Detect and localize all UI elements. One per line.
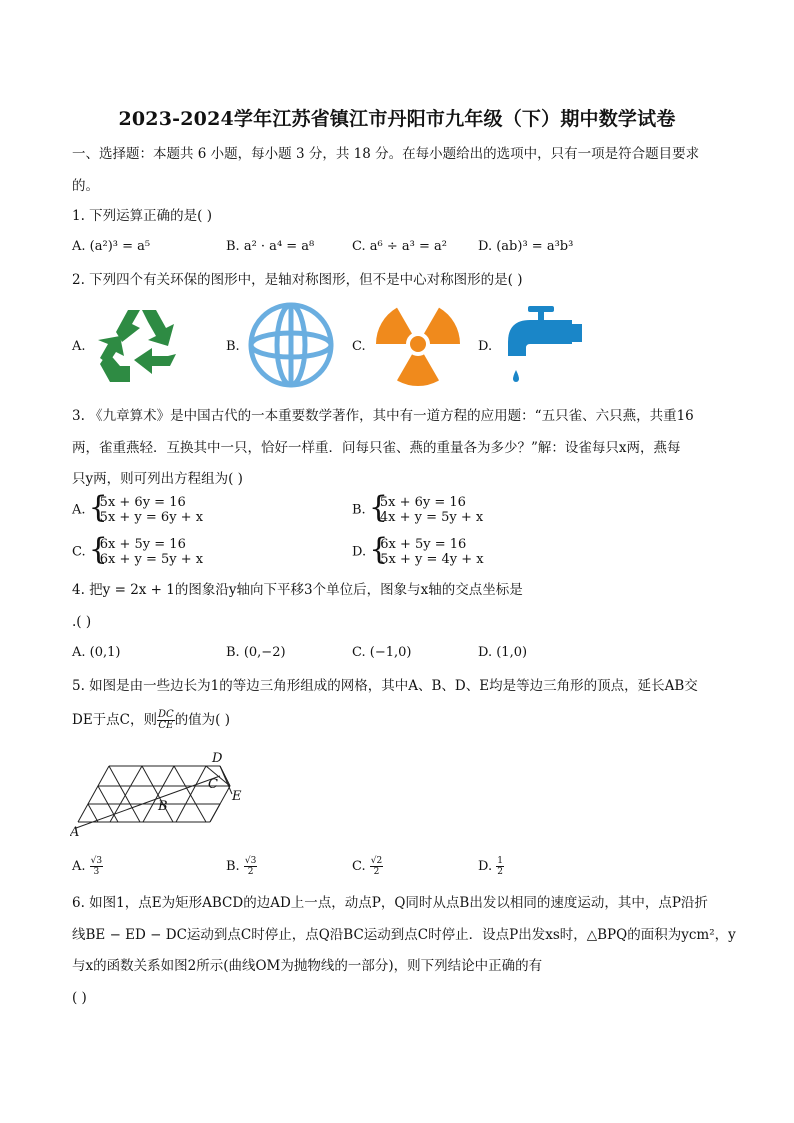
page-title: 2023-2024学年江苏省镇江市丹阳市九年级（下）期中数学试卷 xyxy=(118,108,676,130)
q4-option-d-label: D. xyxy=(478,645,493,660)
triangle-grid-figure xyxy=(70,748,270,838)
recycle-icon xyxy=(94,302,182,388)
globe-icon xyxy=(246,300,336,390)
q5-ratio-numerator: DC xyxy=(158,709,174,720)
q5-option-a-label: A. xyxy=(72,859,86,874)
q2-stem: 2. 下列四个有关环保的图形中，是轴对称图形，但不是中心对称图形的是( ) xyxy=(72,272,523,288)
q5-option-d-label: D. xyxy=(478,859,493,874)
radiation-icon xyxy=(372,302,464,388)
q5-option-c-den: 2 xyxy=(373,867,380,877)
q2-option-c-label[interactable]: C. xyxy=(352,339,366,354)
q3-option-b-system xyxy=(370,495,483,525)
q5-option-b-den: 2 xyxy=(247,867,254,877)
q1-option-c[interactable] xyxy=(352,238,447,256)
q4-option-a-expr: (0,1) xyxy=(89,645,121,660)
q4-option-d-expr: (1,0) xyxy=(496,645,528,660)
q3-option-c-system xyxy=(90,537,203,567)
q6-stem-line4: ( ) xyxy=(72,990,87,1006)
q4-stem-line1: 4. 把y = 2x + 1的图象沿y轴向下平移3个单位后，图象与x轴的交点坐标是 xyxy=(72,582,523,598)
q1-option-d[interactable] xyxy=(478,238,573,256)
q1-option-a[interactable] xyxy=(72,238,150,256)
q3-option-a-eq1: 5x + 6y = 16 xyxy=(99,495,186,510)
q3-option-d-label: D. xyxy=(352,544,367,560)
q1-option-a-label: A. xyxy=(72,239,86,254)
q5-ratio-denominator: CE xyxy=(158,720,174,731)
q6-stem-line3: 与x的函数关系如图2所示(曲线OM为抛物线的一部分)，则下列结论中正确的有 xyxy=(72,958,543,974)
q5-option-d[interactable] xyxy=(478,856,504,877)
q4-option-a[interactable] xyxy=(72,644,121,662)
q5-option-c-num: √2 xyxy=(370,856,383,866)
q3-stem-line1: 3. 《九章算术》是中国古代的一本重要数学著作，其中有一道方程的应用题：“五只雀、六只燕，共重16 xyxy=(72,408,694,424)
q5-option-c-fraction xyxy=(370,856,383,877)
q5-option-a-num: √3 xyxy=(90,856,103,866)
figure-label-a: A xyxy=(70,825,80,838)
q3-option-d-eq2: 5x + y = 4y + x xyxy=(380,552,484,567)
q5-option-a[interactable] xyxy=(72,856,103,877)
figure-label-d: D xyxy=(212,751,223,766)
q6-stem-line1: 6. 如图1，点E为矩形ABCD的边AD上一点，动点P，Q同时从点B出发以相同的速度运动，其中，点P沿折 xyxy=(72,895,708,911)
q3-option-a-label: A. xyxy=(72,502,86,518)
figure-label-e: E xyxy=(232,789,242,804)
q4-option-b-expr: (0,−2) xyxy=(243,645,286,660)
q3-option-c[interactable] xyxy=(72,537,203,567)
figure-label-b: B xyxy=(158,799,168,814)
q5-option-b[interactable] xyxy=(226,856,257,877)
q5-option-d-den: 2 xyxy=(497,867,503,877)
figure-label-c: C xyxy=(208,777,218,792)
q1-option-a-expr: (a²)³ = a⁵ xyxy=(89,239,151,254)
q5-option-d-fraction xyxy=(496,856,504,877)
q1-option-b-expr: a² · a⁴ = a⁸ xyxy=(243,239,315,254)
q1-option-d-expr: (ab)³ = a³b³ xyxy=(496,239,574,254)
q3-option-b-label: B. xyxy=(352,502,366,518)
q1-option-c-expr: a⁶ ÷ a³ = a² xyxy=(369,239,447,254)
q3-stem-line2: 两，雀重燕轻．互换其中一只，恰好一样重．问每只雀、燕的重量各为多少？”解：设雀每只x两，燕每 xyxy=(72,440,681,456)
q3-option-c-label: C. xyxy=(72,544,86,560)
q6-stem-line2: 线BE − ED − DC运动到点C时停止，点Q沿BC运动到点C时停止．设点P出发xs时，△BPQ的面积为ycm²，y xyxy=(72,927,736,943)
q4-option-b-label: B. xyxy=(226,645,240,660)
q5-option-b-fraction xyxy=(244,856,257,877)
q3-option-d-system xyxy=(370,537,483,567)
q3-option-c-eq2: 6x + y = 5y + x xyxy=(99,552,204,567)
q5-option-b-label: B. xyxy=(226,859,240,874)
q5-option-c[interactable] xyxy=(352,856,383,877)
q5-option-d-num: 1 xyxy=(497,856,503,866)
q2-option-a-label[interactable]: A. xyxy=(72,339,86,354)
section-heading-line2: 的。 xyxy=(72,178,99,194)
q2-option-b-label[interactable]: B. xyxy=(226,339,240,354)
q3-option-b[interactable] xyxy=(352,495,483,525)
faucet-icon xyxy=(500,302,588,390)
q4-option-c[interactable] xyxy=(352,644,411,662)
q3-option-d[interactable] xyxy=(352,537,484,567)
q5-option-a-den: 3 xyxy=(93,867,100,877)
q2-option-d-label[interactable]: D. xyxy=(478,339,493,354)
q3-option-b-eq2: 4x + y = 5y + x xyxy=(379,510,484,525)
q5-option-c-label: C. xyxy=(352,859,366,874)
q3-option-a-system xyxy=(90,495,203,525)
q5-stem-line1: 5. 如图是由一些边长为1的等边三角形组成的网格，其中A、B、D、E均是等边三角形的顶点，延长AB交 xyxy=(72,678,698,694)
q5-option-a-fraction xyxy=(90,856,103,877)
q3-option-b-eq1: 5x + 6y = 16 xyxy=(379,495,466,510)
q3-option-a-eq2: 5x + y = 6y + x xyxy=(99,510,204,525)
q5-stem-line2-start: DE于点C，则 xyxy=(72,712,158,728)
q4-option-a-label: A. xyxy=(72,645,86,660)
q5-stem-line2 xyxy=(72,710,230,731)
section-heading-line1: 一、选择题：本题共 6 小题，每小题 3 分，共 18 分。在每小题给出的选项中，只有一项是符合题目要求 xyxy=(72,146,700,162)
q3-stem-line3: 只y两，则可列出方程组为( ) xyxy=(72,471,243,487)
q1-option-b-label: B. xyxy=(226,239,240,254)
q4-stem-line2: .( ) xyxy=(72,614,92,630)
q5-ratio-fraction xyxy=(157,710,175,731)
q4-option-c-label: C. xyxy=(352,645,366,660)
q5-option-b-num: √3 xyxy=(244,856,257,866)
q1-option-c-label: C. xyxy=(352,239,366,254)
q4-option-c-expr: (−1,0) xyxy=(369,645,412,660)
q1-option-b[interactable] xyxy=(226,238,314,256)
q3-option-a[interactable] xyxy=(72,495,203,525)
q3-option-c-eq1: 6x + 5y = 16 xyxy=(99,537,186,552)
q1-stem: 1. 下列运算正确的是( ) xyxy=(72,208,212,224)
q4-option-d[interactable] xyxy=(478,644,527,662)
q4-option-b[interactable] xyxy=(226,644,286,662)
q1-option-d-label: D. xyxy=(478,239,493,254)
q5-stem-line2-end: 的值为( ) xyxy=(174,712,231,728)
q3-option-d-eq1: 6x + 5y = 16 xyxy=(380,537,467,552)
